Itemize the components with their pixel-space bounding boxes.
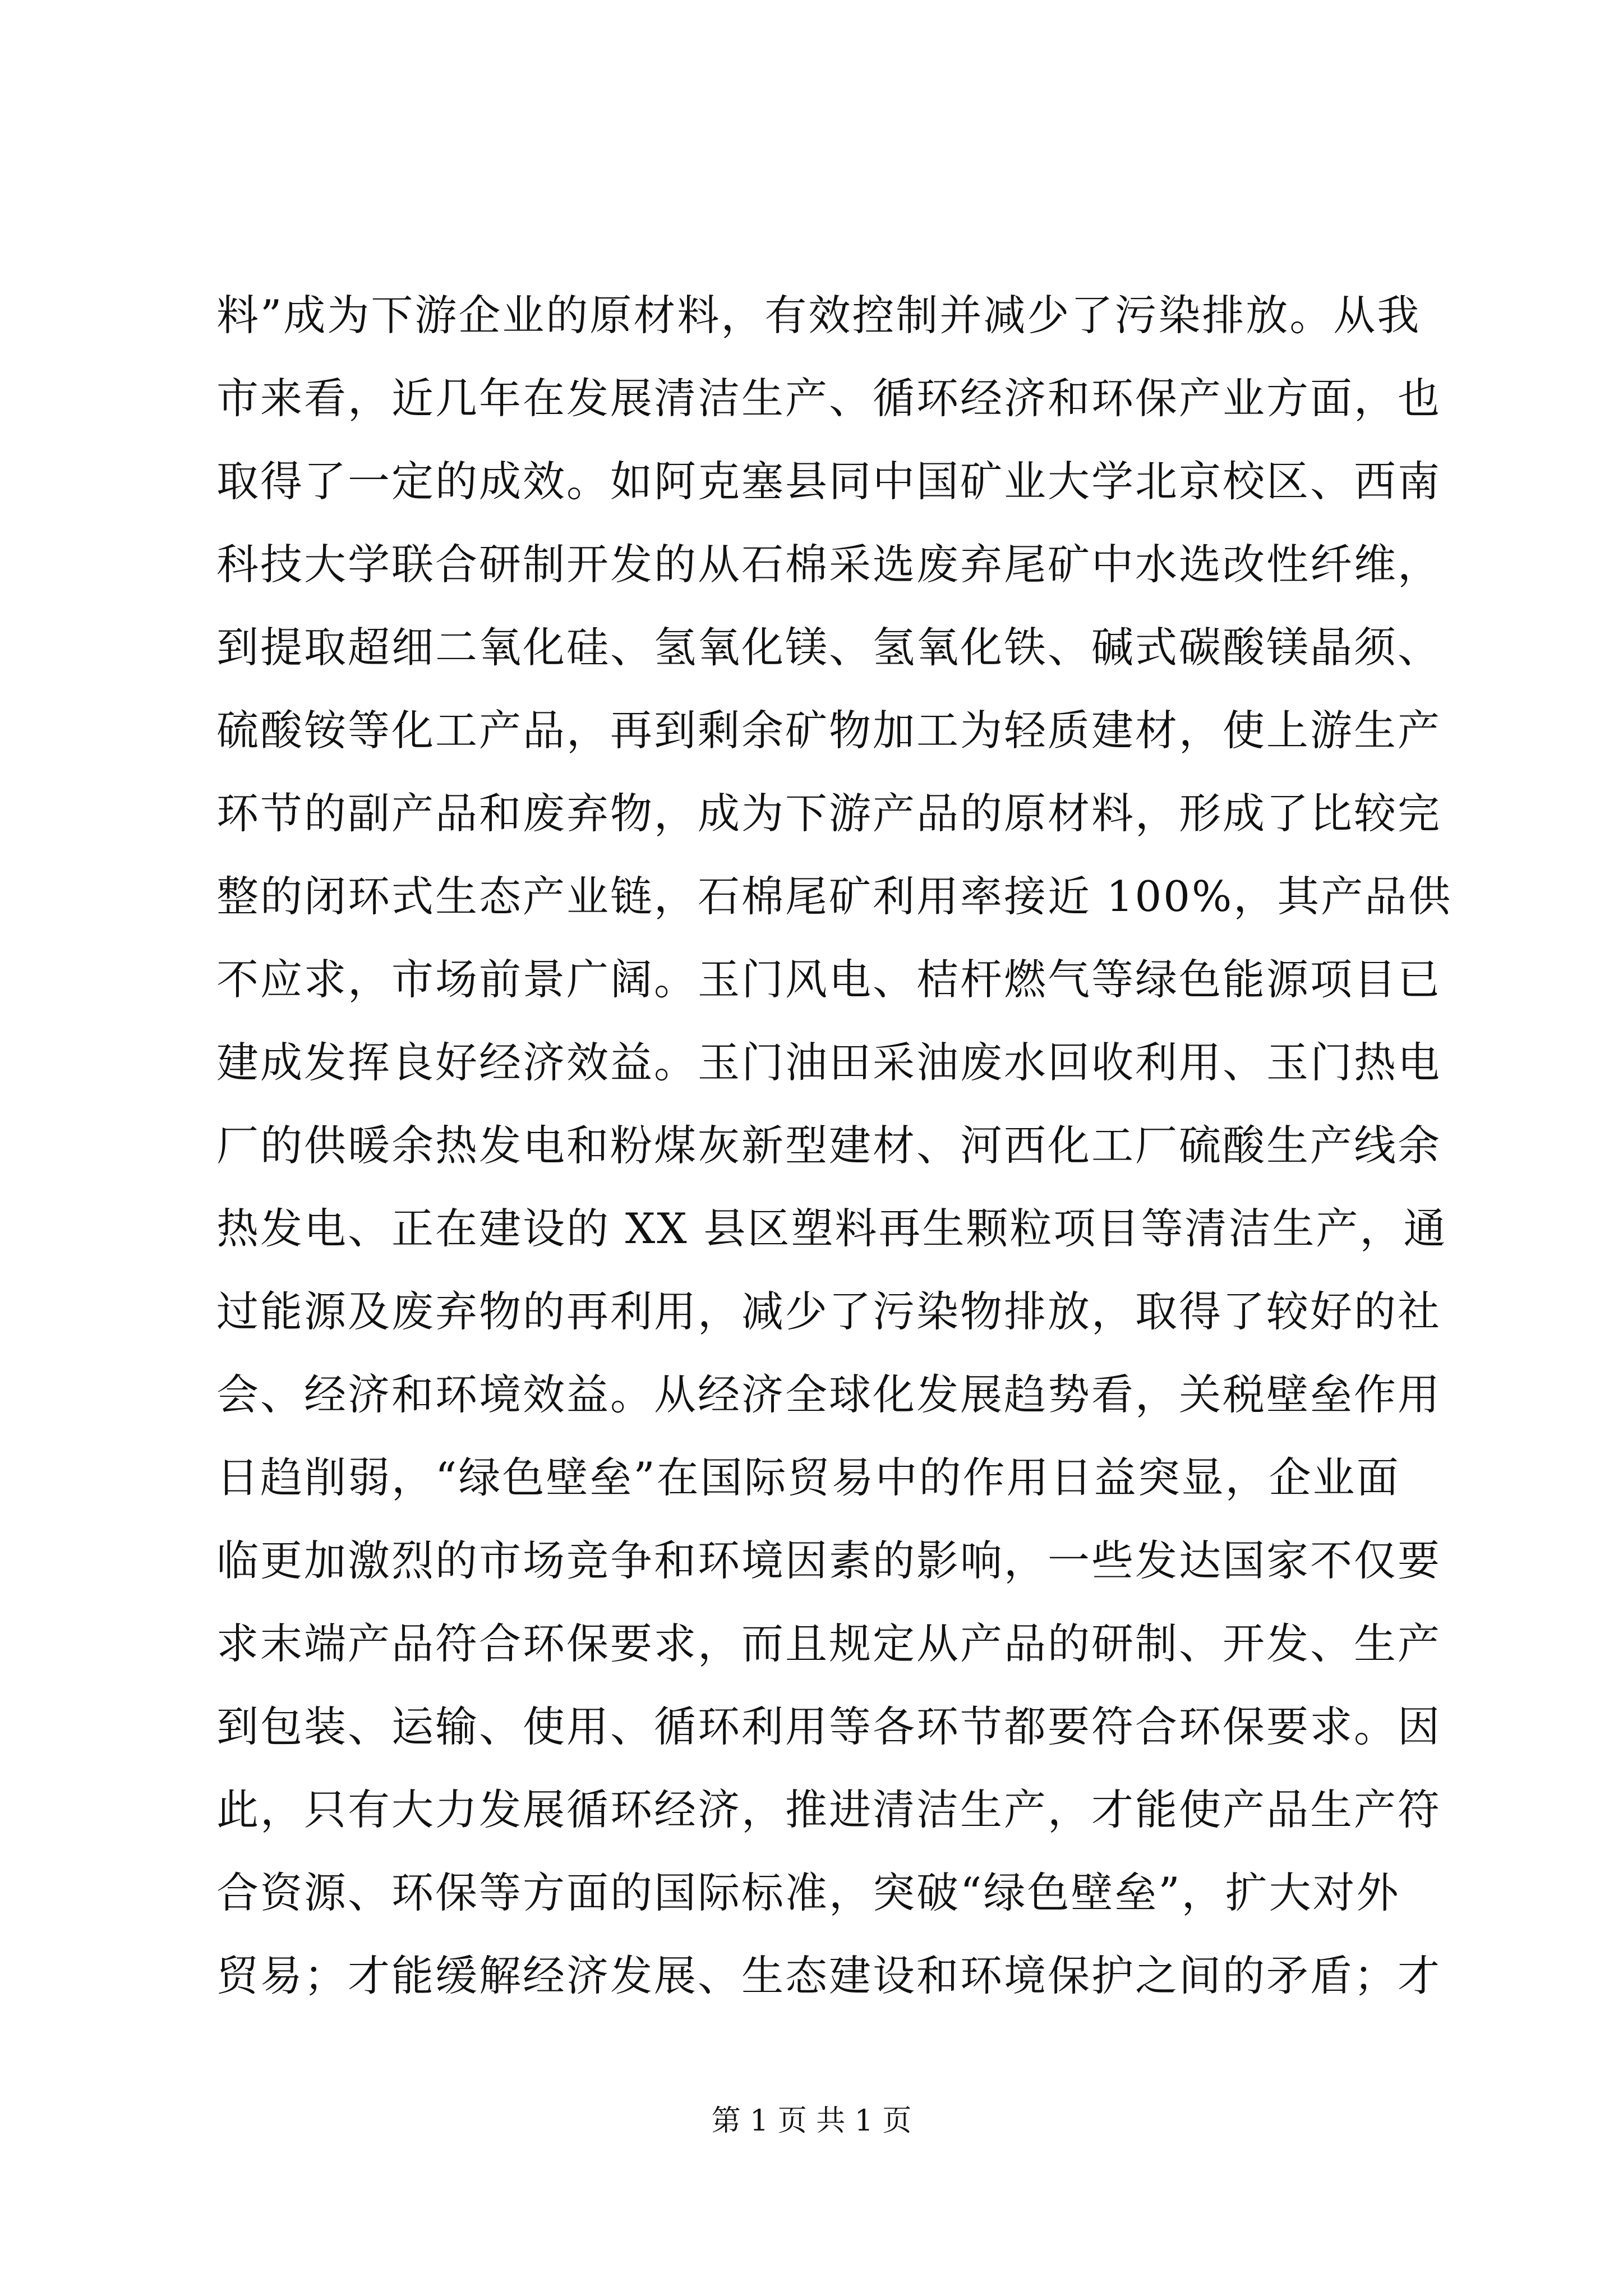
text-line: 热发电、正在建设的 XX 县区塑料再生颗粒项目等清洁生产，通 [216,1204,1447,1253]
text-line: 此，只有大力发展循环经济，推进清洁生产，才能使产品生产符 [216,1785,1442,1834]
text-line: 硫酸铵等化工产品，再到剩余矿物加工为轻质建材，使上游生产 [216,706,1442,755]
text-line: 不应求，市场前景广阔。玉门风电、桔杆燃气等绿色能源项目已 [216,955,1442,1004]
text-line: 合资源、环保等方面的国际标准，突破“绿色壁垒”，扩大对外 [216,1868,1400,1917]
text-line: 厂的供暖余热发电和粉煤灰新型建材、河西化工厂硫酸生产线余 [216,1121,1442,1170]
body-paragraph [216,274,1453,2017]
text-line: 整的闭环式生态产业链，石棉尾矿利用率接近 100%，其产品供 [216,872,1453,921]
text-line: 料”成为下游企业的原材料，有效控制并减少了污染排放。从我 [216,291,1421,340]
text-line: 到提取超细二氧化硅、氢氧化镁、氢氧化铁、碱式碳酸镁晶须、 [216,623,1442,672]
text-line: 环节的副产品和废弃物，成为下游产品的原材料，形成了比较完 [216,789,1442,838]
text-line: 科技大学联合研制开发的从石棉采选废弃尾矿中水选改性纤维， [216,540,1442,589]
text-line: 建成发挥良好经济效益。玉门油田采油废水回收利用、玉门热电 [216,1038,1442,1087]
text-line: 临更加激烈的市场竞争和环境因素的影响，一些发达国家不仅要 [216,1536,1442,1585]
text-line: 取得了一定的成效。如阿克塞县同中国矿业大学北京校区、西南 [216,457,1442,506]
text-line: 日趋削弱，“绿色壁垒”在国际贸易中的作用日益突显，企业面 [216,1453,1400,1502]
text-line: 市来看，近几年在发展清洁生产、循环经济和环保产业方面，也 [216,374,1442,423]
text-line: 会、经济和环境效益。从经济全球化发展趋势看，关税壁垒作用 [216,1370,1442,1419]
page-footer: 第 1 页 共 1 页 [711,2104,912,2138]
text-line: 求末端产品符合环保要求，而且规定从产品的研制、开发、生产 [216,1619,1442,1668]
text-line: 贸易；才能缓解经济发展、生态建设和环境保护之间的矛盾；才 [216,1951,1442,2000]
text-line: 到包装、运输、使用、循环利用等各环节都要符合环保要求。因 [216,1702,1442,1751]
text-line: 过能源及废弃物的再利用，减少了污染物排放，取得了较好的社 [216,1287,1442,1336]
